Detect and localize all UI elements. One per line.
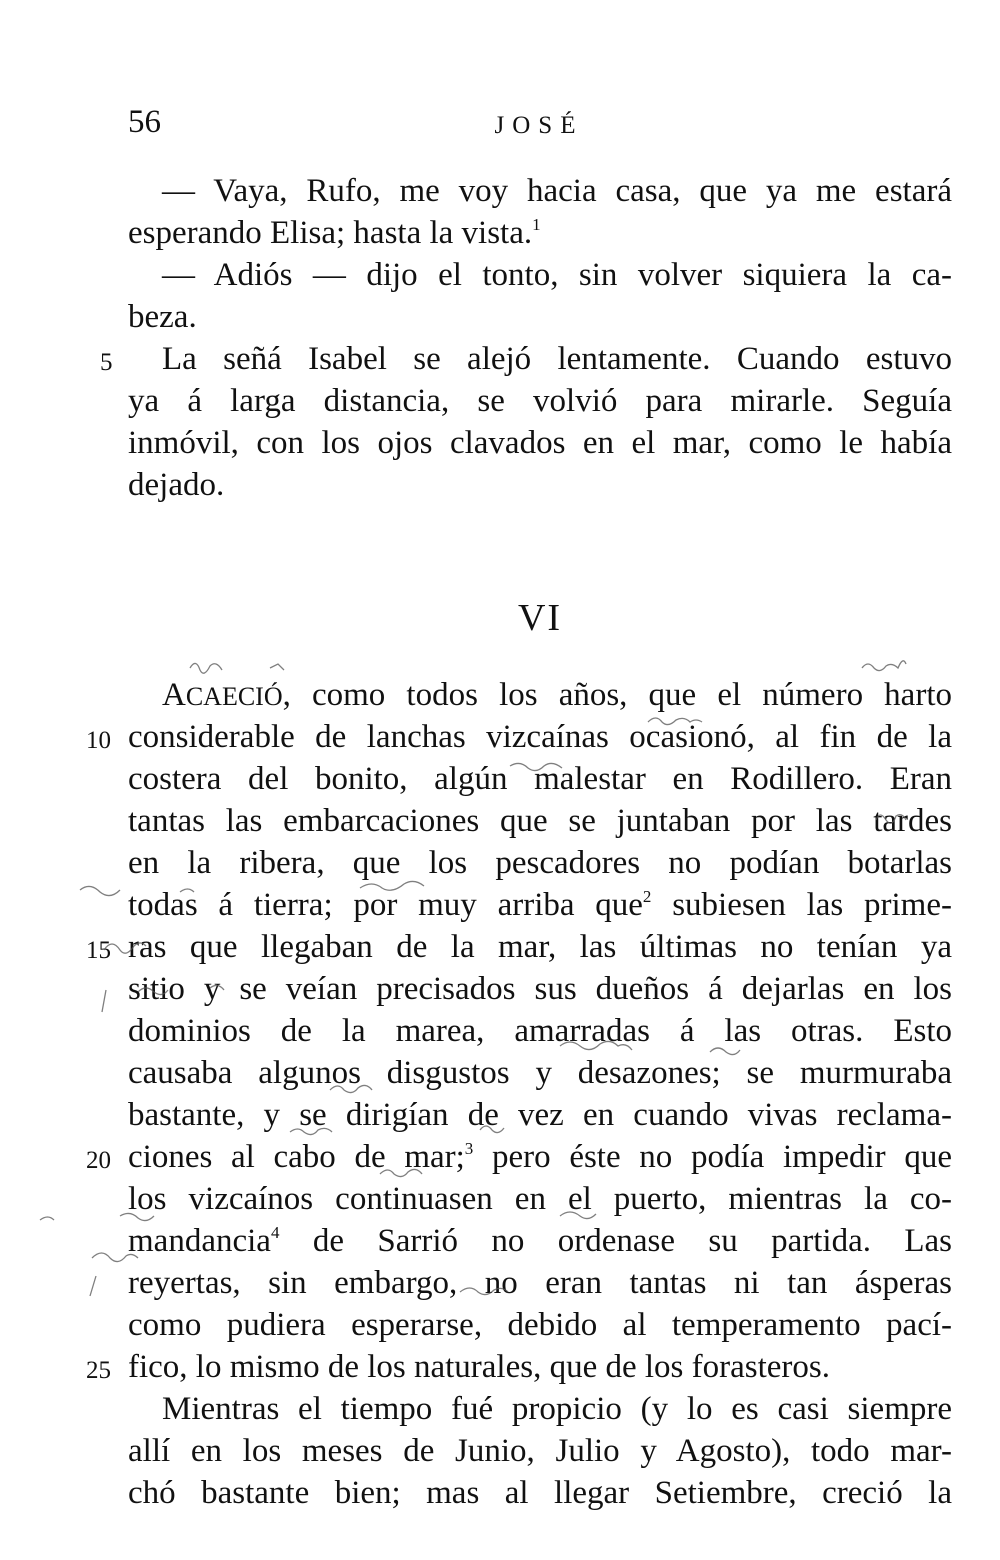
text-line: La señá Isabel se alejó lentamente. Cuando estuvo xyxy=(162,341,952,377)
running-title: JOSÉ xyxy=(494,112,584,139)
text-line: tantas las embarcaciones que se juntaban por las tardes xyxy=(128,803,952,839)
text-line-content: subiesen las prime- xyxy=(651,887,952,923)
text-line: inmóvil, con los ojos clavados en el mar, como le había xyxy=(128,425,952,461)
footnote-mark: 1 xyxy=(532,215,541,234)
text-line-content: esperando Elisa; hasta la vista. xyxy=(128,215,533,251)
text-line: dominios de la marea, amarradas á las otras. Esto xyxy=(128,1013,952,1049)
text-line-content: mandancia xyxy=(128,1223,271,1259)
text-line-content: ciones al cabo de mar; xyxy=(128,1139,465,1175)
text-line: sitio y se veían precisados sus dueños á dejarlas en los xyxy=(128,971,952,1007)
text-line: ras que llegaban de la mar, las últimas no tenían ya xyxy=(128,929,952,965)
text-line: en la ribera, que los pescadores no podían botarlas xyxy=(128,845,952,881)
line-number: 20 xyxy=(86,1147,111,1174)
text-line: ya á larga distancia, se volvió para mirarle. Seguía xyxy=(128,383,952,419)
text-line: — Adiós — dijo el tonto, sin volver siquiera la ca- xyxy=(162,257,952,293)
chapter-heading: VI xyxy=(517,597,563,639)
text-line: causaba algunos disgustos y desazones; se murmuraba xyxy=(128,1055,952,1091)
line-number: 10 xyxy=(86,727,111,754)
drop-initial: A xyxy=(162,677,186,713)
text-line-content: , como todos los años, que el número harto xyxy=(282,677,952,713)
line-number: 5 xyxy=(100,349,113,376)
line-number: 15 xyxy=(86,937,111,964)
small-caps-word: CAECIÓ xyxy=(185,682,283,711)
page-number: 56 xyxy=(128,104,161,140)
text-line: los vizcaínos continuasen en el puerto, mientras la co- xyxy=(128,1181,952,1217)
text-line: chó bastante bien; mas al llegar Setiembre, creció la xyxy=(128,1475,952,1511)
text-line: costera del bonito, algún malestar en Rodillero. Eran xyxy=(128,761,952,797)
line-number: 25 xyxy=(86,1357,111,1384)
text-line: allí en los meses de Junio, Julio y Agosto), todo mar- xyxy=(128,1433,952,1469)
text-line-content: todas á tierra; por muy arriba que xyxy=(128,887,643,923)
text-line: Mientras el tiempo fué propicio (y lo es casi siempre xyxy=(162,1391,952,1427)
text-line: como pudiera esperarse, debido al temperamento pací- xyxy=(128,1307,952,1343)
footnote-mark: 4 xyxy=(270,1223,280,1242)
text-line: — Vaya, Rufo, me voy hacia casa, que ya me estará xyxy=(162,173,952,209)
text-line: fico, lo mismo de los naturales, que de los forasteros. xyxy=(128,1349,831,1385)
text-line: dejado. xyxy=(128,467,225,503)
text-line: reyertas, sin embargo, no eran tantas ni tan ásperas xyxy=(128,1265,952,1301)
text-line-content: pero éste no podía impedir que xyxy=(473,1139,952,1175)
text-line: bastante, y se dirigían de vez en cuando vivas reclama- xyxy=(128,1097,952,1133)
text-line-content: de Sarrió no ordenase su partida. Las xyxy=(279,1223,952,1259)
footnote-mark: 2 xyxy=(642,887,652,906)
footnote-mark: 3 xyxy=(464,1139,474,1158)
text-line: considerable de lanchas vizcaínas ocasionó, al fin de la xyxy=(128,719,952,755)
text-line: beza. xyxy=(128,299,197,335)
